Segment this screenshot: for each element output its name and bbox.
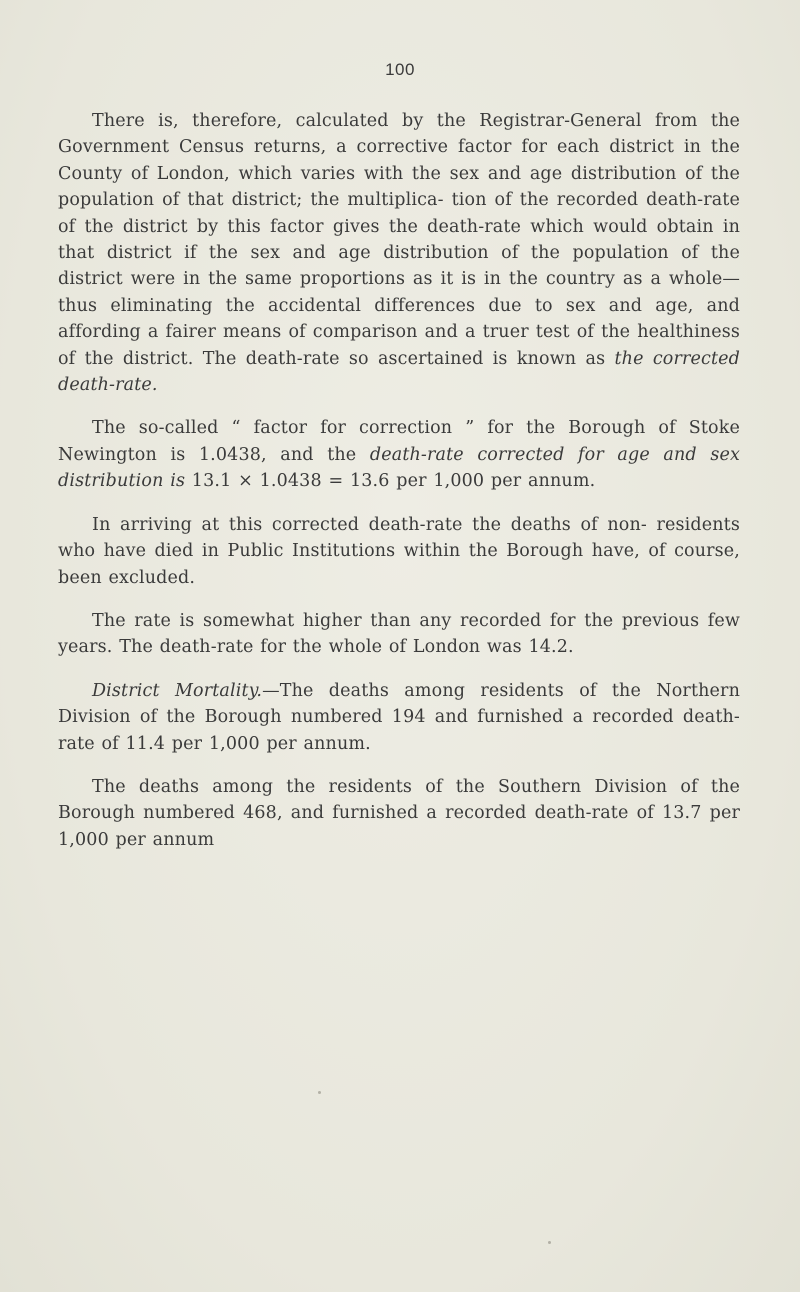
paragraph-non-residents bbox=[58, 512, 740, 591]
paragraph-factor bbox=[58, 415, 740, 494]
paper-speck bbox=[548, 1241, 551, 1244]
paragraph-text-italic: the corrected death-rate. bbox=[58, 348, 741, 396]
paragraph-text: The so-called “ factor for correction ” for the Borough of Stoke Newington is 1.0438, and the bbox=[58, 418, 740, 465]
paragraph-text: The rate is somewhat higher than any recorded for the previous few years. The death-rate for the whole of London was 14.2. bbox=[58, 610, 740, 658]
paragraph-rate-comparison bbox=[58, 608, 740, 661]
paragraph-intro bbox=[58, 108, 740, 398]
paper-speck bbox=[318, 1091, 321, 1094]
paragraph-text: In arriving at this corrected death-rate the deaths of non- residents who have died in Public Institutions within the Borough have, of course, been excluded. bbox=[58, 514, 740, 588]
body-text bbox=[58, 108, 740, 870]
paragraph-text: The deaths among the residents of the Southern Division of the Borough numbered 468, and furnished a recorded death-rate of 13.7 per 1,000 per annum bbox=[58, 776, 740, 850]
paragraph-text: 13.1 × 1.0438 = 13.6 per 1,000 per annum. bbox=[185, 471, 596, 492]
paragraph-southern-division bbox=[58, 774, 740, 853]
section-heading-italic: District Mortality. bbox=[92, 680, 263, 701]
paragraph-district-mortality bbox=[58, 678, 740, 757]
paragraph-text: —The deaths among residents of the Northern Division of the Borough numbered 194 and furnished a recorded death-rate of 11.4 per 1,000 per annum. bbox=[58, 680, 740, 754]
paragraph-text: There is, therefore, calculated by the Registrar-General from the Government Census returns, a corrective factor for each district in the County of London, which varies with the sex and age distribution of the population of that district; the multiplica- tion of the recorded death-rate of the district by this factor gives the death-rate which would obtain in that district if the sex and age distribution of the population of the district were in the same proportions as it is in the country as a whole—thus eliminating the accidental differences due to sex and age, and affording a fairer means of comparison and a truer test of the healthiness of the district. The death-rate so ascertained is known as bbox=[58, 111, 740, 369]
paragraph-text-italic: death-rate corrected for age and sex distribution is bbox=[58, 444, 740, 492]
page-number: 100 bbox=[385, 60, 415, 79]
